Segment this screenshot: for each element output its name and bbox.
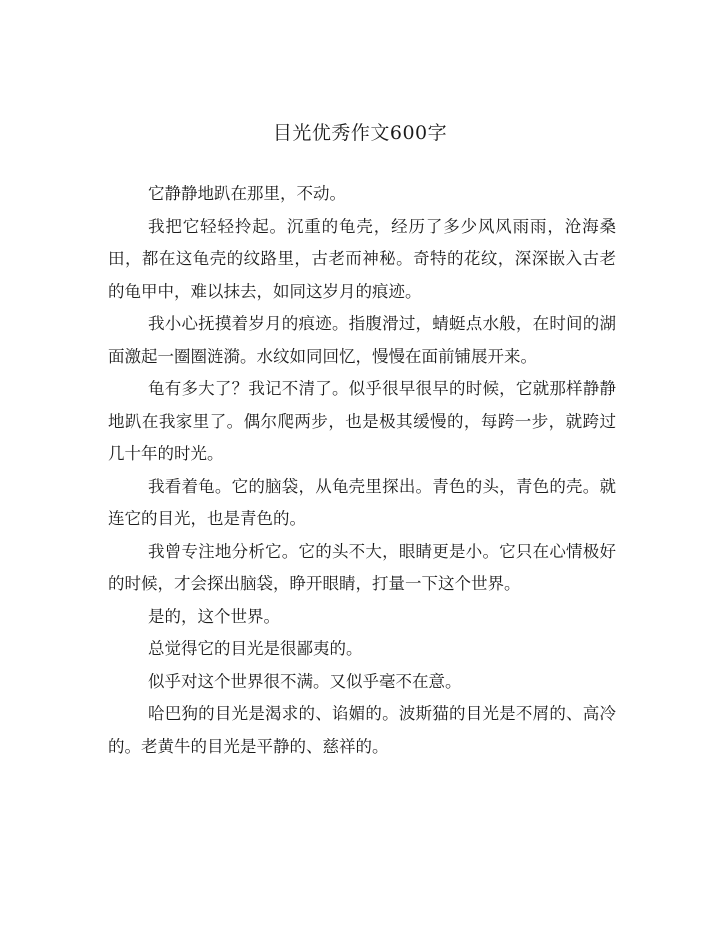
paragraph: 它静静地趴在那里，不动。 xyxy=(148,184,346,203)
paragraph: 总觉得它的目光是很鄙夷的。 xyxy=(148,639,363,658)
paragraph: 我看着龟。它的脑袋，从龟壳里探出。青色的头，青色的壳。就连它的目光，也是青色的。 xyxy=(108,476,616,528)
paragraph: 我小心抚摸着岁月的痕迹。指腹滑过，蜻蜓点水般，在时间的湖面激起一圈圈涟漪。水纹如同回忆，慢慢在面前铺展开来。 xyxy=(108,314,616,366)
paragraph: 哈巴狗的目光是渴求的、谄媚的。波斯猫的目光是不屑的、高冷的。老黄牛的目光是平静的、慈祥的。 xyxy=(108,704,616,756)
document-title: 目光优秀作文600字 xyxy=(272,122,448,144)
paragraph: 是的，这个世界。 xyxy=(148,606,280,626)
paragraph: 我把它轻轻拎起。沉重的龟壳，经历了多少风风雨雨，沧海桑田，都在这龟壳的纹路里，古老而神秘。奇特的花纹，深深嵌入古老的龟甲中，难以抹去，如同这岁月的痕迹。 xyxy=(108,216,616,301)
paragraph: 我曾专注地分析它。它的头不大，眼睛更是小。它只在心情极好的时候，才会探出脑袋，睁开眼睛，打量一下这个世界。 xyxy=(108,541,616,593)
document-body xyxy=(108,178,616,763)
paragraph: 龟有多大了？我记不清了。似乎很早很早的时候，它就那样静静地趴在我家里了。偶尔爬两步，也是极其缓慢的，每跨一步，就跨过几十年的时光。 xyxy=(108,379,616,463)
paragraph: 似乎对这个世界很不满。又似乎毫不在意。 xyxy=(148,671,462,691)
